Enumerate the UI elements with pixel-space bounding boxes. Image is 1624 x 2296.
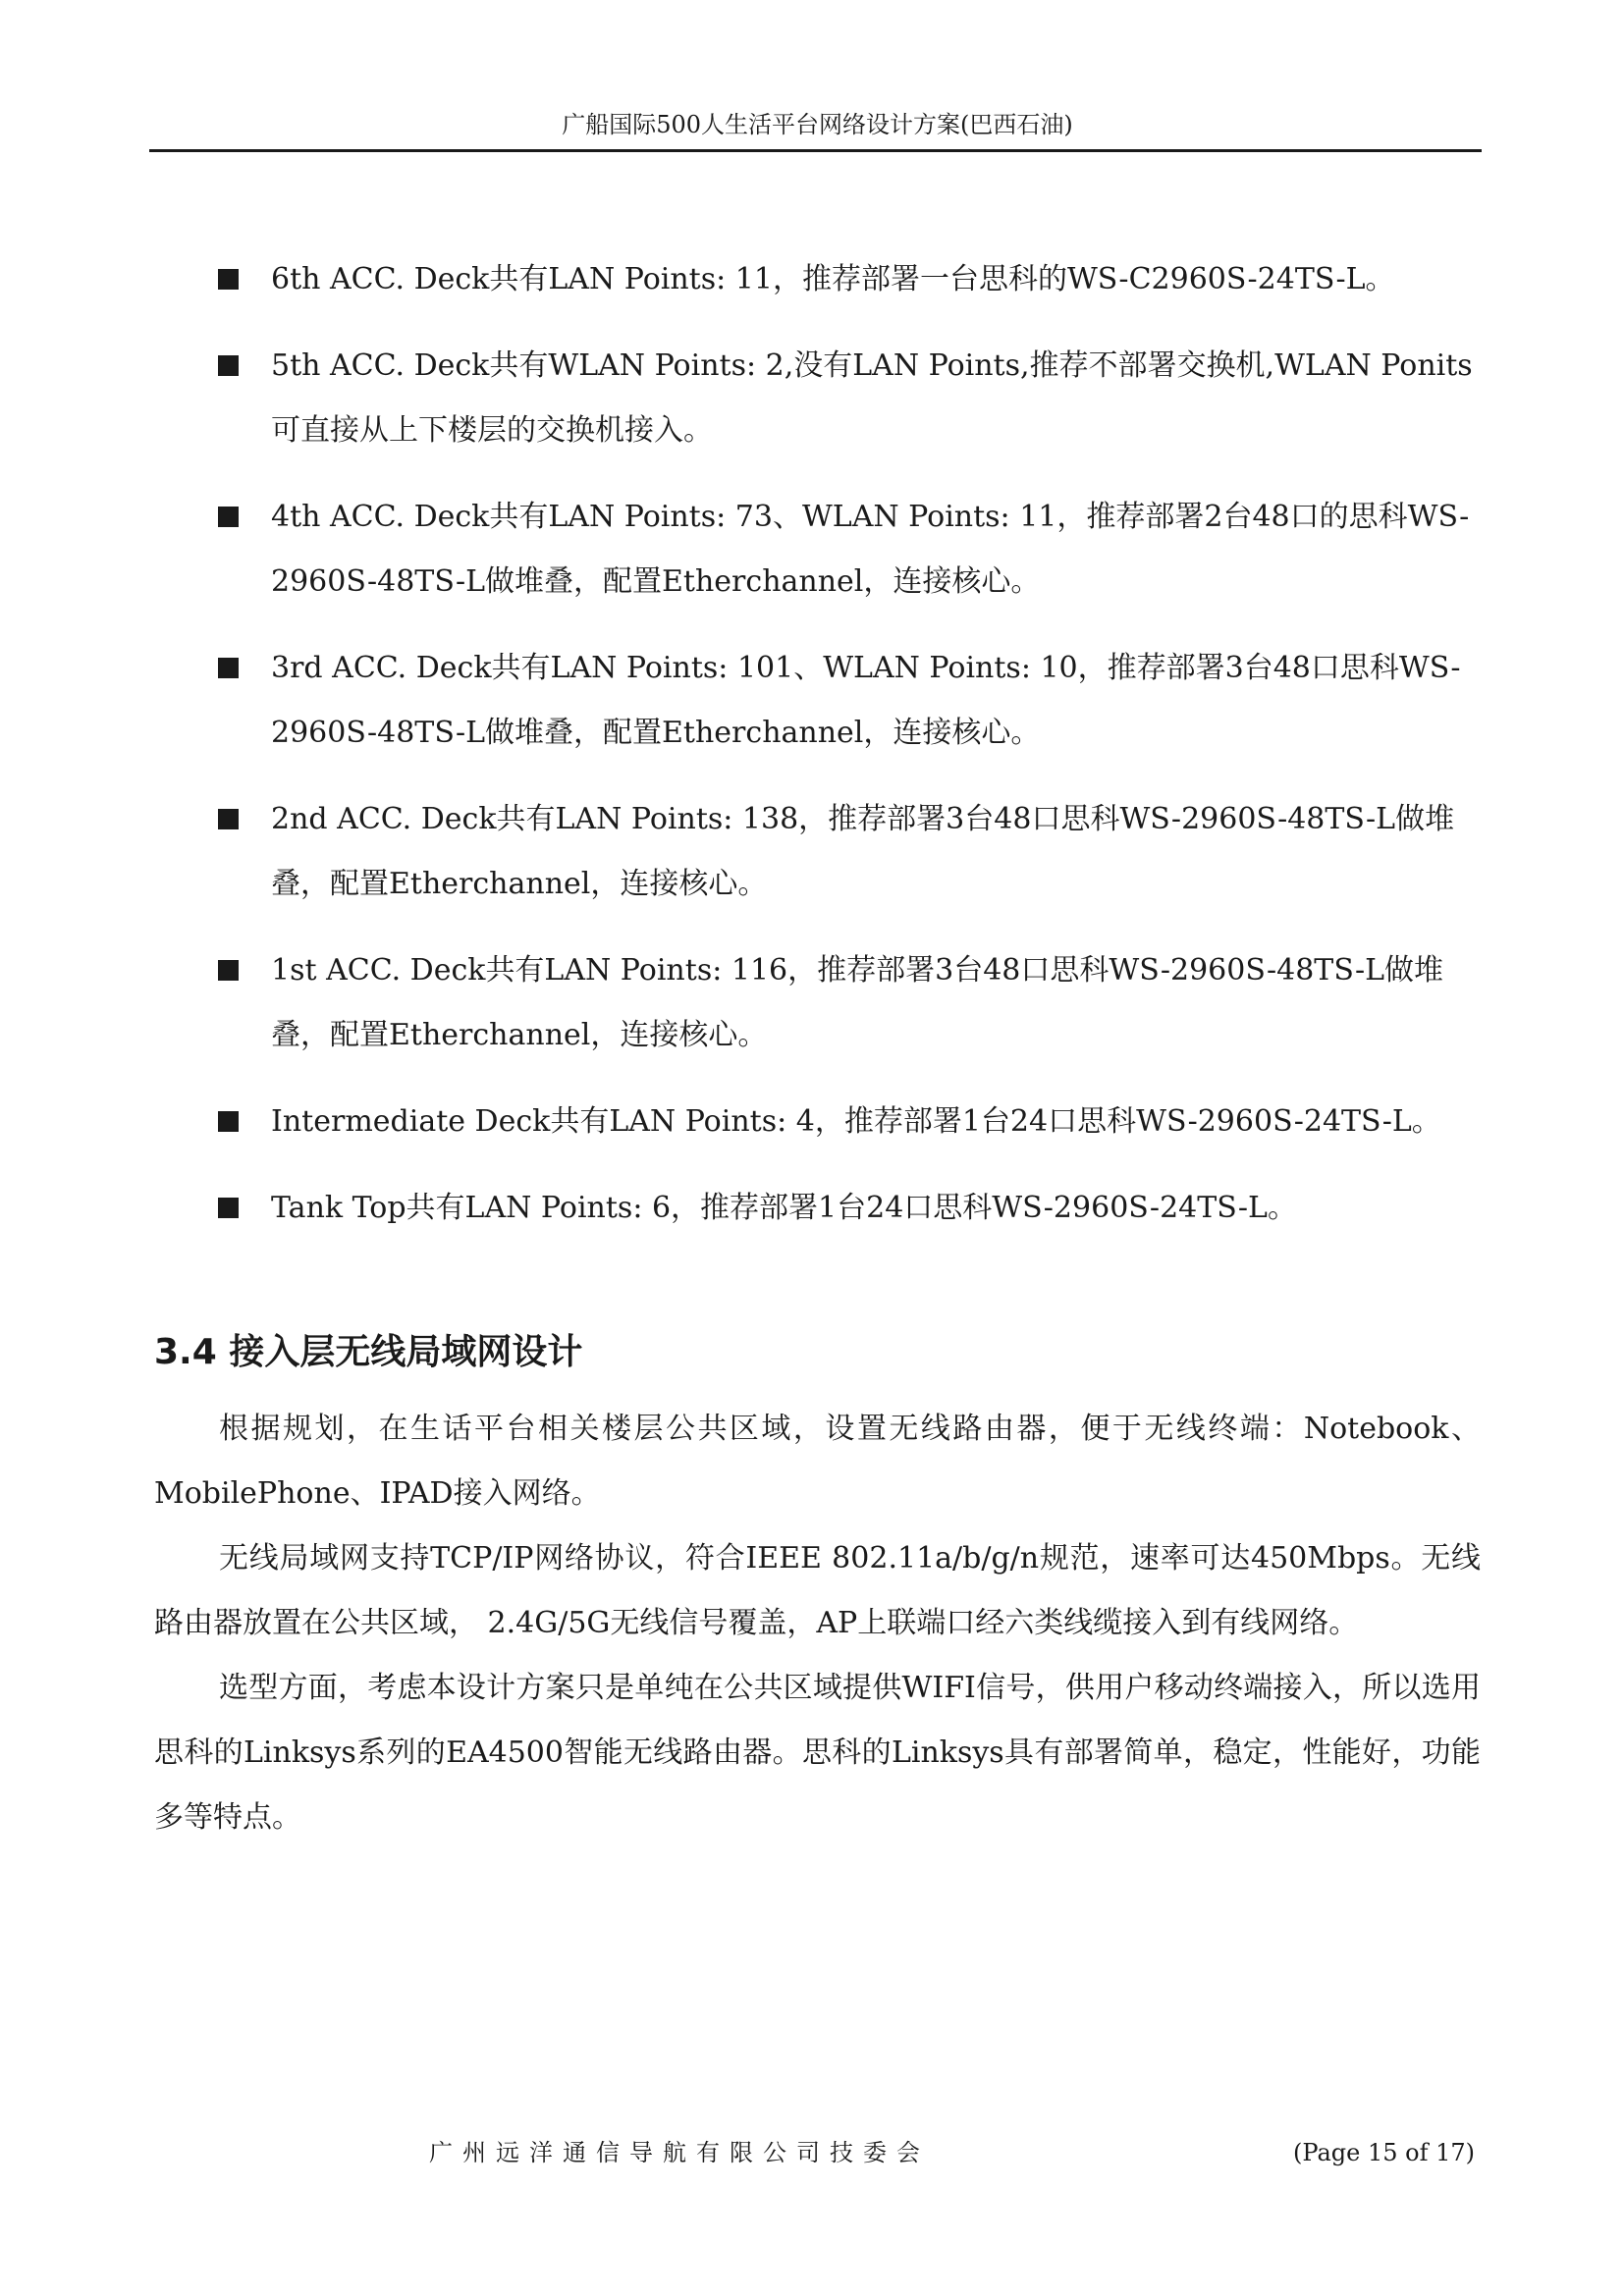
- section-number: 3.4: [154, 1332, 217, 1372]
- square-bullet-icon: [218, 269, 239, 290]
- list-item: [154, 787, 1481, 917]
- list-item: [154, 636, 1481, 766]
- list-item-text: Intermediate Deck共有LAN Points: 4，推荐部署1台24口思科WS-2960S-24TS-L。: [271, 1104, 1441, 1139]
- square-bullet-icon: [218, 960, 239, 981]
- section-body: [154, 1397, 1481, 1850]
- page-number: (Page 15 of 17): [1293, 2139, 1475, 2166]
- list-item: [154, 1090, 1481, 1154]
- list-item: [154, 247, 1481, 312]
- list-item: [154, 1176, 1481, 1241]
- list-item-text: Tank Top共有LAN Points: 6，推荐部署1台24口思科WS-2960S-24TS-L。: [271, 1191, 1297, 1225]
- list-item-text: 3rd ACC. Deck共有LAN Points: 101、WLAN Points: 10，推荐部署3台48口思科WS-2960S-48TS-L做堆叠，配置Etherchannel，连接核心。: [271, 651, 1461, 750]
- paragraph: 无线局域网支持TCP/IP网络协议，符合IEEE 802.11a/b/g/n规范，速率可达450Mbps。无线路由器放置在公共区域， 2.4G/5G无线信号覆盖，AP上联端口经六类线缆接入到有线网络。: [154, 1541, 1481, 1640]
- document-title: 广船国际500人生活平台网络设计方案(巴西石油): [562, 111, 1073, 138]
- header-divider: [149, 149, 1482, 152]
- square-bullet-icon: [218, 1198, 239, 1218]
- square-bullet-icon: [218, 355, 239, 376]
- list-item-text: 2nd ACC. Deck共有LAN Points: 138，推荐部署3台48口思科WS-2960S-48TS-L做堆叠，配置Etherchannel，连接核心。: [271, 802, 1455, 901]
- page-header: [154, 110, 1481, 139]
- section-heading: [154, 1323, 582, 1382]
- paragraph: 选型方面，考虑本设计方案只是单纯在公共区域提供WIFI信号，供用户移动终端接入，所以选用思科的Linksys系列的EA4500智能无线路由器。思科的Linksys具有部署简单，稳定，性能好，功能多等特点。: [154, 1671, 1481, 1835]
- square-bullet-icon: [218, 809, 239, 829]
- page-footer: [154, 2135, 1481, 2174]
- list-item-text: 4th ACC. Deck共有LAN Points: 73、WLAN Points: 11，推荐部署2台48口的思科WS-2960S-48TS-L做堆叠，配置Etherchannel，连接核心。: [271, 500, 1470, 599]
- section-title: 接入层无线局域网设计: [229, 1332, 583, 1372]
- list-item-text: 6th ACC. Deck共有LAN Points: 11，推荐部署一台思科的WS-C2960S-24TS-L。: [271, 262, 1395, 296]
- list-item: [154, 938, 1481, 1068]
- list-item: [154, 485, 1481, 614]
- list-item: [154, 334, 1481, 463]
- list-item-text: 5th ACC. Deck共有WLAN Points: 2,没有LAN Points,推荐不部署交换机,WLAN Ponits可直接从上下楼层的交换机接入。: [271, 348, 1473, 448]
- square-bullet-icon: [218, 1111, 239, 1132]
- square-bullet-icon: [218, 658, 239, 678]
- switch-deployment-list: [154, 247, 1481, 1262]
- list-item-text: 1st ACC. Deck共有LAN Points: 116，推荐部署3台48口思科WS-2960S-48TS-L做堆叠，配置Etherchannel，连接核心。: [271, 953, 1444, 1052]
- paragraph: 根据规划，在生话平台相关楼层公共区域，设置无线路由器，便于无线终端：Notebook、MobilePhone、IPAD接入网络。: [154, 1412, 1481, 1511]
- square-bullet-icon: [218, 507, 239, 527]
- footer-organization: 广州远洋通信导航有限公司技委会: [429, 2139, 930, 2166]
